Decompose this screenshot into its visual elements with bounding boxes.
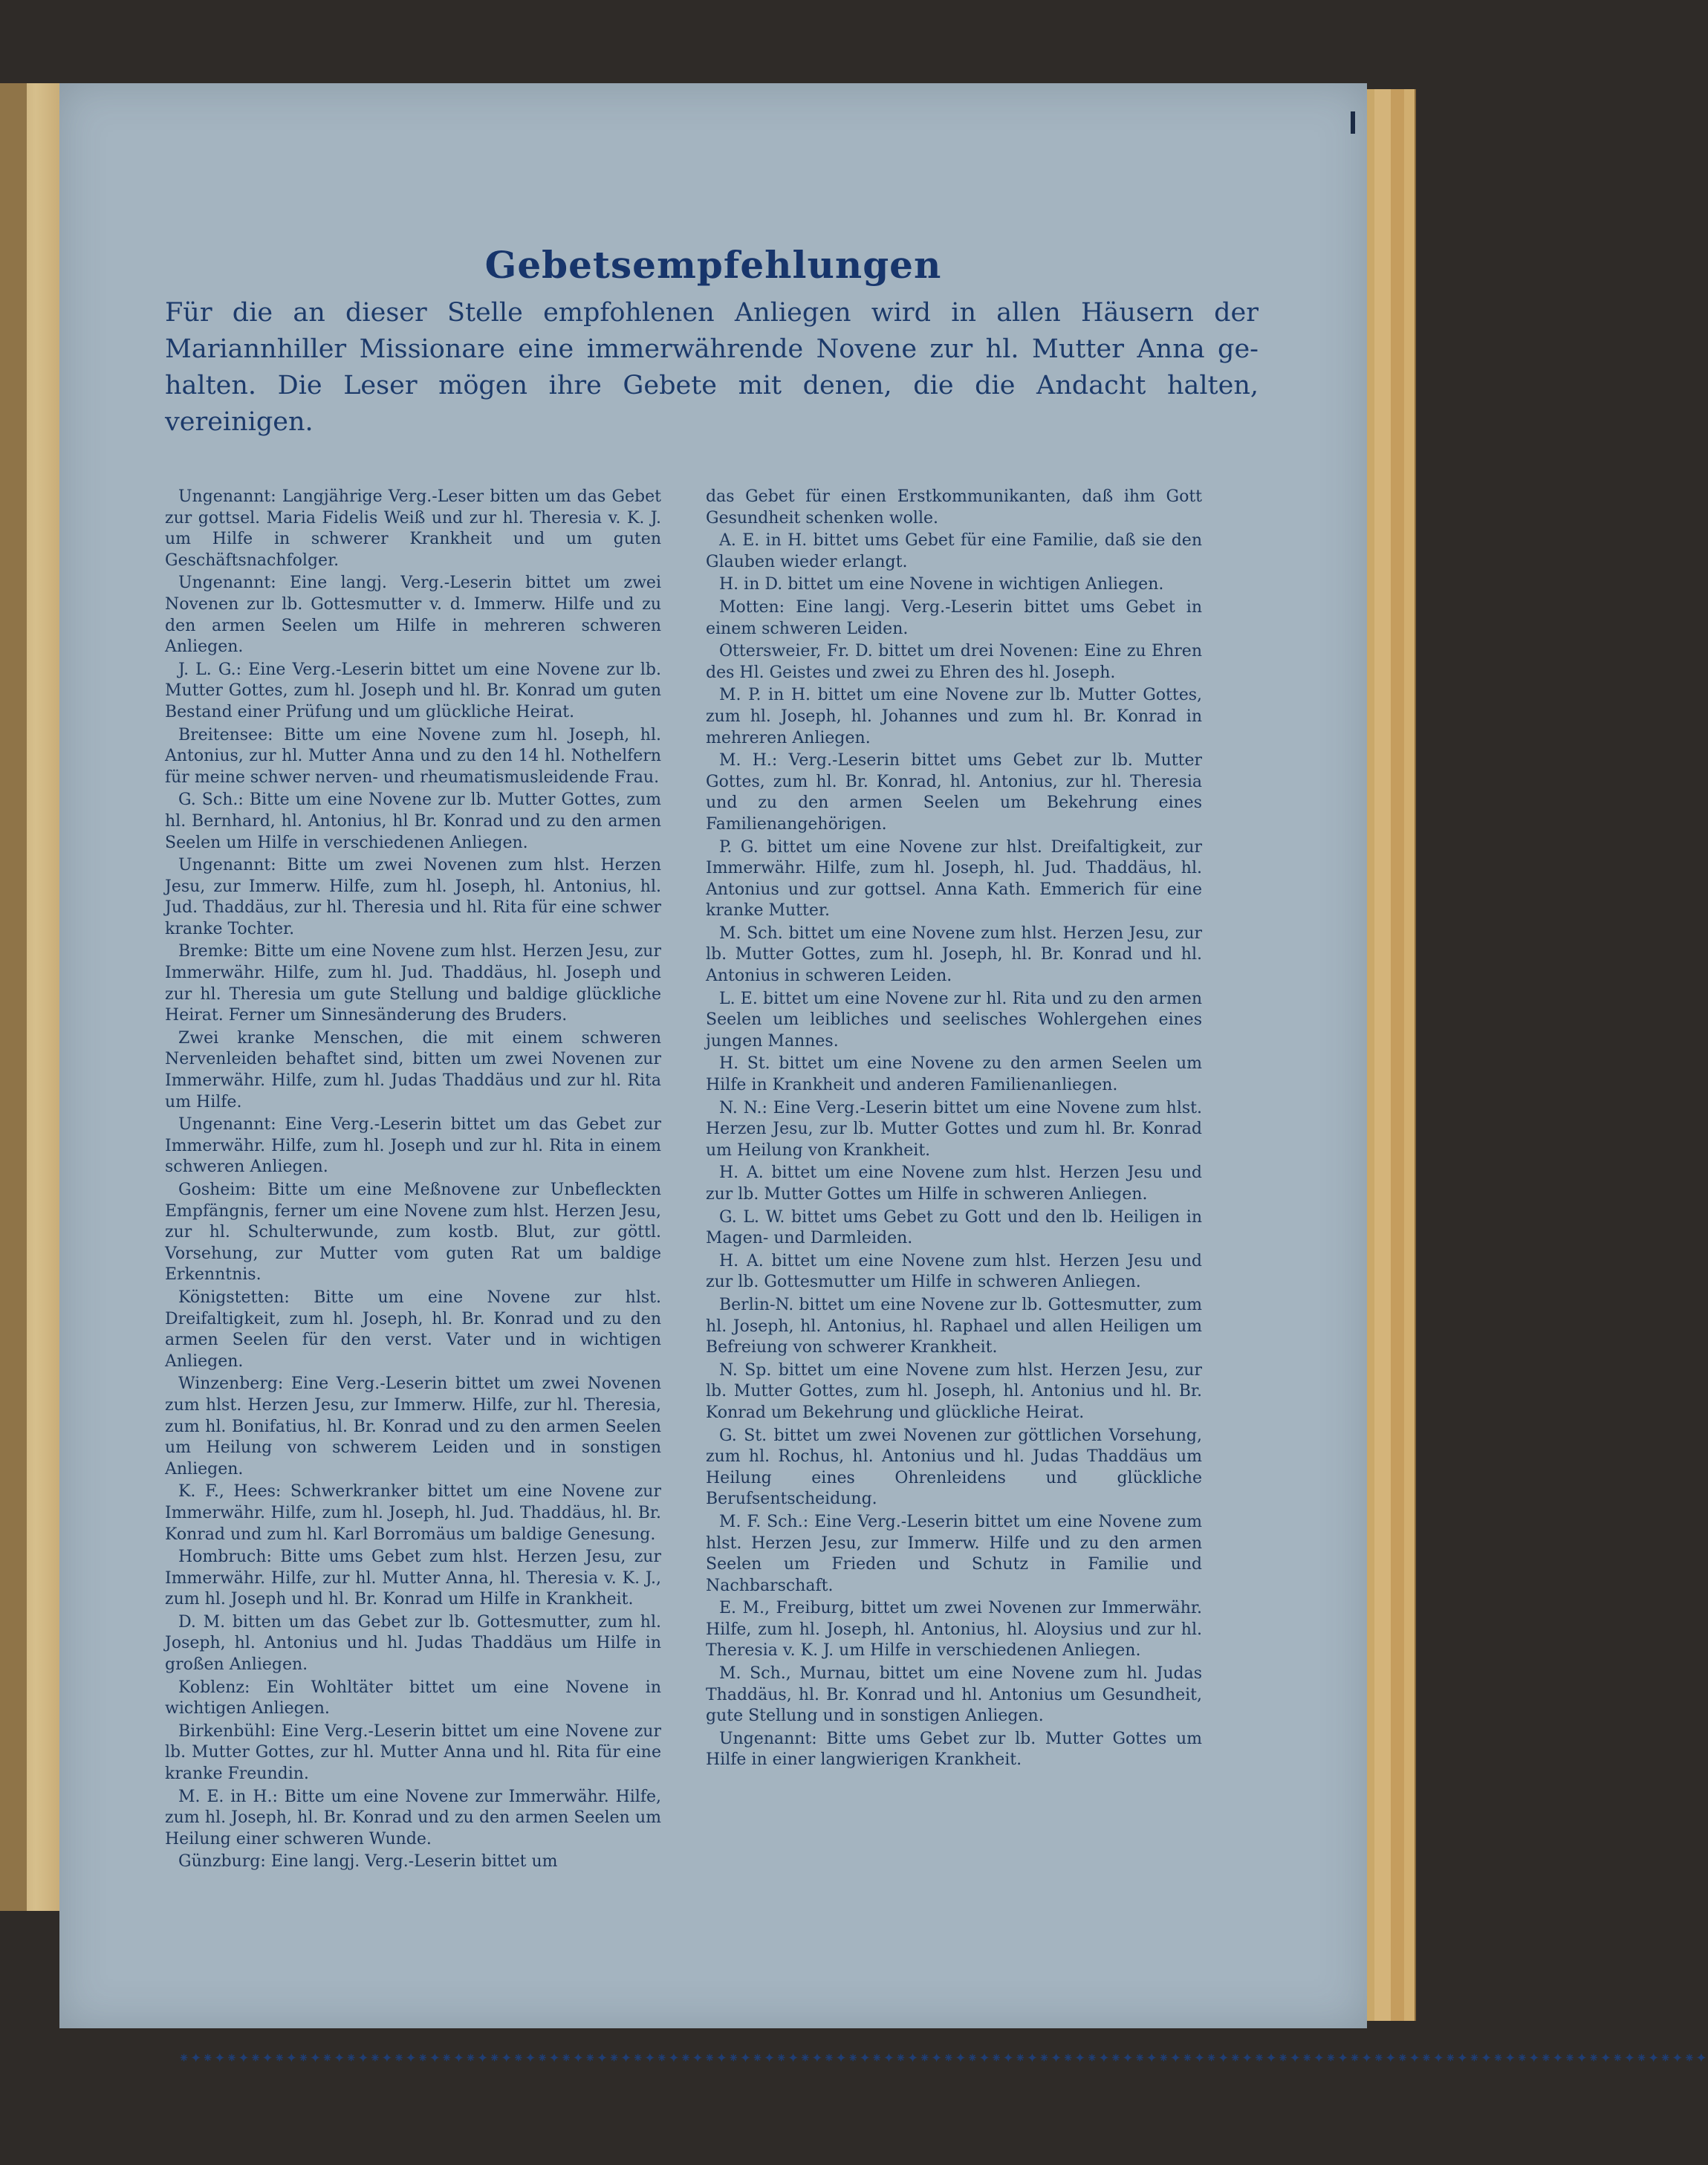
prayer-entry: Ottersweier, Fr. D. bittet um drei Novenen: Eine zu Ehren des Hl. Geistes und zwei zu Ehren des hl. Joseph. (706, 642, 1202, 682)
prayer-entry: P. G. bittet um eine Novene zur hlst. Dreifaltigkeit, zur Immerwähr. Hilfe, zum hl. Joseph, hl. Jud. Thaddäus, hl. Antonius und zur gottsel. Anna Kath. Emmerich für eine kranke Mutter. (706, 837, 1202, 921)
right-column (706, 487, 1202, 1773)
prayer-entry: M. H.: Verg.-Leserin bittet ums Gebet zur lb. Mutter Gottes, zum hl. Br. Konrad, hl. Antonius, zur hl. Theresia und zu den armen Seelen um Bekehrung eines Familienangehörigen. (706, 751, 1202, 834)
prayer-entry: Ungenannt: Bitte um zwei Novenen zum hlst. Herzen Jesu, zur Immerw. Hilfe, zum hl. Joseph, hl. Antonius, hl. Jud. Thaddäus, zur hl. Theresia und hl. Rita für eine schwer kranke Tochter. (165, 856, 661, 938)
prayer-entry: E. M., Freiburg, bittet um zwei Novenen zur Immerwähr. Hilfe, zum hl. Joseph, hl. Antonius, hl. Aloysius und zur hl. Theresia v. K. J. um Hilfe in verschiedenen Anliegen. (706, 1599, 1202, 1661)
prayer-entry: Ungenannt: Langjährige Verg.-Leser bitten um das Gebet zur gottsel. Maria Fidelis Weiß und zur hl. Theresia v. K. J. um Hilfe in schwerer Krankheit und um guten Geschäftsnachfolger. (165, 487, 661, 570)
prayer-entry: Berlin-N. bittet um eine Novene zur lb. Gottesmutter, zum hl. Joseph, hl. Antonius, hl. Raphael und allen Heiligen um Befreiung von schwerer Krankheit. (706, 1295, 1202, 1357)
prayer-entry: A. E. in H. bittet ums Gebet für eine Familie, daß sie den Glauben wieder erlangt. (706, 531, 1202, 571)
prayer-entry: Bremke: Bitte um eine Novene zum hlst. Herzen Jesu, zur Immerwähr. Hilfe, zum hl. Jud. Thaddäus, hl. Joseph und zur hl. Theresia um gute Stellung und baldige glückliche Heirat. Ferner um Sinnesänderung des Bruders. (165, 942, 661, 1025)
prayer-entry: J. L. G.: Eine Verg.-Leserin bittet um eine Novene zur lb. Mutter Gottes, zum hl. Joseph und hl. Br. Konrad um guten Bestand einer Prüfung und um glückliche Heirat. (165, 660, 661, 721)
prayer-entry: Zwei kranke Menschen, die mit einem schweren Nervenleiden behaftet sind, bitten um zwei Novenen zur Immerwähr. Hilfe, zum hl. Judas Thaddäus und zur hl. Rita um Hilfe. (165, 1028, 661, 1111)
prayer-entry: N. N.: Eine Verg.-Leserin bittet um eine Novene zum hlst. Herzen Jesu, zur lb. Mutter Gottes und zum hl. Br. Konrad um Heilung von Krankheit. (706, 1098, 1202, 1160)
page-title: Gebetsempfehlungen (484, 243, 942, 287)
prayer-entry: M. F. Sch.: Eine Verg.-Leserin bittet um eine Novene zum hlst. Herzen Jesu, zur Immerw. Hilfe und zu den armen Seelen um Frieden und Schutz in Familie und Nachbarschaft. (706, 1512, 1202, 1595)
prayer-entry: Motten: Eine langj. Verg.-Leserin bittet ums Gebet in einem schweren Leiden. (706, 597, 1202, 638)
prayer-entry: H. in D. bittet um eine Novene in wichtigen Anliegen. (719, 575, 1164, 594)
prayer-entry: Hombruch: Bitte ums Gebet zum hlst. Herzen Jesu, zur Immerwähr. Hilfe, zur hl. Mutter Anna, hl. Theresia v. K. J., zum hl. Joseph und hl. Br. Konrad um Hilfe in Krankheit. (165, 1548, 661, 1609)
page (59, 83, 1708, 2066)
prayer-entry: M. E. in H.: Bitte um eine Novene zur Immerwähr. Hilfe, zum hl. Joseph, hl. Br. Konrad und zu den armen Seelen um Heilung einer schweren Wunde. (165, 1787, 661, 1848)
page-marker (1351, 111, 1355, 134)
prayer-entry: G. Sch.: Bitte um eine Novene zur lb. Mutter Gottes, zum hl. Bernhard, hl. Antonius, hl Br. Konrad und zu den armen Seelen um Hilfe in verschiedenen Anliegen. (165, 791, 661, 852)
prayer-entry: G. L. W. bittet ums Gebet zu Gott und den lb. Heiligen in Magen- und Darmleiden. (706, 1207, 1202, 1248)
prayer-entry: Breitensee: Bitte um eine Novene zum hl. Joseph, hl. Antonius, zur hl. Mutter Anna und zu den 14 hl. Nothelfern für meine schwer nerven- und rheumatismusleidende Frau. (165, 725, 661, 787)
prayer-entry: M. P. in H. bittet um eine Novene zur lb. Mutter Gottes, zum hl. Joseph, hl. Johannes und zum hl. Br. Konrad in mehreren Anliegen. (706, 686, 1202, 747)
prayer-entry: D. M. bitten um das Gebet zur lb. Gottesmutter, zum hl. Joseph, hl. Antonius und hl. Judas Thaddäus um Hilfe in großen Anliegen. (165, 1612, 661, 1675)
prayer-entry: Ungenannt: Eine Verg.-Leserin bittet um das Gebet zur Immerwähr. Hilfe, zum hl. Joseph und zur hl. Rita in einem schweren Anliegen. (165, 1115, 661, 1177)
column-continuation: das Gebet für einen Erstkommunikanten, daß ihm Gott Gesundheit schenken wolle. (706, 487, 1202, 528)
prayer-entry: M. Sch., Murnau, bittet um eine Novene zum hl. Judas Thaddäus, hl. Br. Konrad und hl. Antonius um Gesundheit, gute Stellung und in sonstigen Anliegen. (706, 1664, 1202, 1726)
prayer-entry: Koblenz: Ein Wohltäter bittet um eine Novene in wichtigen Anliegen. (165, 1678, 661, 1718)
prayer-entry: M. Sch. bittet um eine Novene zum hlst. Herzen Jesu, zur lb. Mutter Gottes, zum hl. Joseph, hl. Br. Konrad und hl. Antonius in schweren Leiden. (706, 924, 1202, 986)
prayer-entry: H. A. bittet um eine Novene zum hlst. Herzen Jesu und zur lb. Gottesmutter um Hilfe in schweren Anliegen. (706, 1251, 1202, 1292)
prayer-entry: H. St. bittet um eine Novene zu den armen Seelen um Hilfe in Krankheit und anderen Familienanliegen. (706, 1054, 1202, 1095)
bottom-ornament: ⁕✦⁕✦⁕✦⁕✦⁕✦⁕✦⁕✦⁕✦⁕✦⁕✦⁕✦⁕✦⁕✦⁕✦⁕✦⁕✦⁕✦⁕✦⁕✦⁕✦⁕✦⁕✦⁕✦⁕✦⁕✦⁕✦⁕✦⁕✦⁕✦⁕✦⁕✦⁕✦⁕✦⁕✦⁕✦⁕✦⁕✦⁕✦⁕✦⁕✦⁕✦⁕✦⁕✦⁕✦⁕✦⁕✦⁕✦⁕✦⁕✦⁕✦⁕✦⁕✦⁕✦⁕✦⁕✦⁕✦⁕✦⁕✦⁕✦⁕✦⁕✦⁕✦⁕✦⁕✦ (178, 2051, 1708, 2066)
prayer-entry: Ungenannt: Eine langj. Verg.-Leserin bittet um zwei Novenen zur lb. Gottesmutter v. d. Immerw. Hilfe und zu den armen Seelen um Hilfe in mehreren schweren Anliegen. (165, 574, 661, 657)
prayer-entry: Gosheim: Bitte um eine Meßnovene zur Unbefleckten Empfängnis, ferner um eine Novene zum hlst. Herzen Jesu, zur hl. Schulterwunde, zum kostb. Blut, zur göttl. Vorsehung, zur Mutter vom guten Rat um baldige Erkenntnis. (165, 1181, 661, 1285)
intro-text: Für die an dieser Stelle empfohlenen Anliegen wird in allen Häusern der Mariannhiller Missionare eine immerwährende Novene zur hl. Mutter Anna ge- (165, 298, 1259, 364)
prayer-entry: Günzburg: Eine langj. Verg.-Leserin bittet um (178, 1852, 558, 1872)
prayer-entry: Winzenberg: Eine Verg.-Leserin bittet um zwei Novenen zum hlst. Herzen Jesu, zur Immerw. Hilfe, zur hl. Theresia, zum hl. Bonifatius, hl. Br. Konrad und zu den armen Seelen um Heilung von schwerem Leiden und in sonstigen Anliegen. (165, 1374, 661, 1479)
prayer-entry: Birkenbühl: Eine Verg.-Leserin bittet um eine Novene zur lb. Mutter Gottes, zur hl. Mutter Anna und hl. Rita für eine kranke Freundin. (165, 1721, 661, 1784)
intro-text-last-line: halten. Die Leser mögen ihre Gebete mit denen, die die Andacht halten, vereinigen. (165, 371, 1259, 437)
left-page-shadow (0, 83, 27, 1911)
prayer-entry: Ungenannt: Bitte ums Gebet zur lb. Mutter Gottes um Hilfe in einer langwierigen Krankheit. (706, 1729, 1202, 1770)
prayer-entry: N. Sp. bittet um eine Novene zum hlst. Herzen Jesu, zur lb. Mutter Gottes, zum hl. Joseph, hl. Antonius und hl. Br. Konrad um Bekehrung und glückliche Heirat. (706, 1360, 1202, 1422)
prayer-entry: L. E. bittet um eine Novene zur hl. Rita und zu den armen Seelen um leibliches und seelisches Wohlergehen eines jungen Mannes. (706, 989, 1202, 1051)
left-column (165, 487, 661, 1875)
prayer-entry: H. A. bittet um eine Novene zum hlst. Herzen Jesu und zur lb. Mutter Gottes um Hilfe in schweren Anliegen. (706, 1163, 1202, 1204)
prayer-entry: G. St. bittet um zwei Novenen zur göttlichen Vorsehung, zum hl. Rochus, hl. Antonius und hl. Judas Thaddäus um Heilung eines Ohrenleidens und glückliche Berufsentscheidung. (706, 1426, 1202, 1509)
prayer-entry: Königstetten: Bitte um eine Novene zur hlst. Dreifaltigkeit, zum hl. Joseph, hl. Br. Konrad und zu den armen Seelen für den verst. Vater und in wichtigen Anliegen. (165, 1288, 661, 1371)
prayer-entry: K. F., Hees: Schwerkranker bittet um eine Novene zur Immerwähr. Hilfe, zum hl. Joseph, hl. Jud. Thaddäus, hl. Br. Konrad und zum hl. Karl Borromäus um baldige Genesung. (165, 1482, 661, 1544)
